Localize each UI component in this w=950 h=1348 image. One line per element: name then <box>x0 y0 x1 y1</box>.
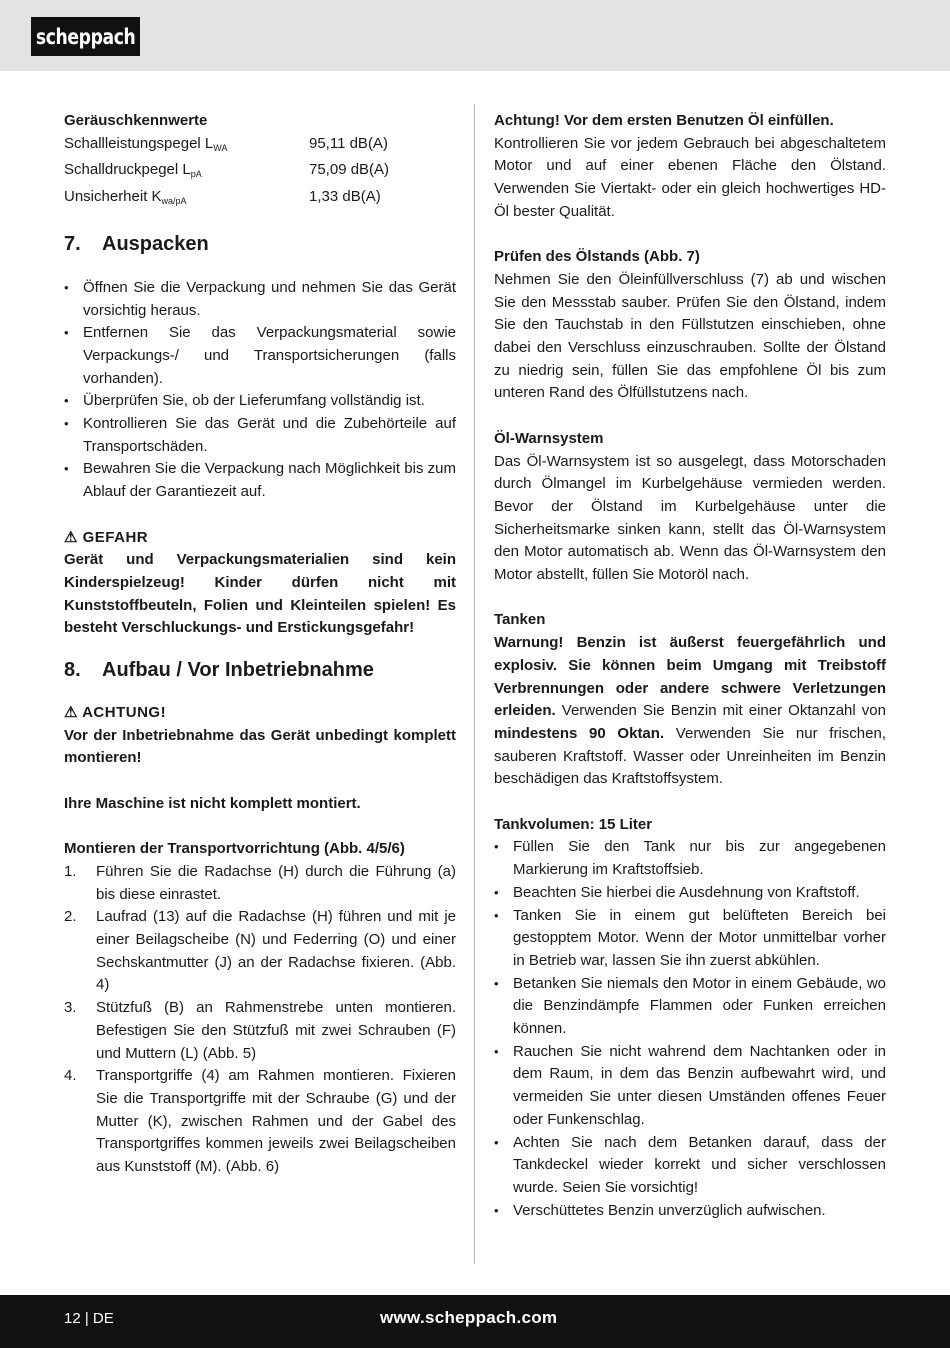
right-column <box>494 110 886 1222</box>
step-number: 4. <box>64 1067 77 1085</box>
oil-text: Kontrollieren Sie vor jedem Gebrauch bei abgeschaltetem Motor und auf einer ebenen Fläche den Ölstand. Verwenden Sie Viertakt- oder ein gleich hochwertiges HD-Öl bester Qualität. <box>494 134 886 220</box>
tank-list <box>494 836 886 1222</box>
noise-value: 1,33 dB(A) <box>309 188 381 206</box>
tank-volume-heading: Tankvolumen: 15 Liter <box>494 815 653 833</box>
mount-step <box>64 997 456 1065</box>
website-link[interactable]: www.scheppach.com <box>380 1308 558 1327</box>
octane-note: mindestens 90 Oktan. <box>494 724 665 742</box>
noise-table <box>64 133 456 213</box>
noise-row <box>64 159 456 186</box>
not-assembled-note: Ihre Maschine ist nicht komplett montiert. <box>64 794 361 812</box>
section-8-title: Aufbau / Vor Inbetriebnahme <box>102 659 374 682</box>
list-item: • Verschüttetes Benzin unverzüglich aufwischen. <box>494 1200 886 1223</box>
tank-heading: Tanken <box>494 611 546 629</box>
section-8-heading <box>64 657 456 683</box>
page-number: 12 | DE <box>64 1310 114 1327</box>
tank-text-1: Verwenden Sie Benzin mit einer Oktanzahl von <box>555 702 886 720</box>
left-column <box>64 110 456 1179</box>
section-8-number: 8. <box>64 659 81 682</box>
unpack-list <box>64 277 456 504</box>
mount-step <box>64 1065 456 1179</box>
danger-heading <box>64 527 456 550</box>
oil-heading: Achtung! Vor dem ersten Benutzen Öl einfüllen. <box>494 112 834 129</box>
brand-logo <box>31 17 140 56</box>
step-number: 3. <box>64 999 77 1017</box>
header-bar <box>0 0 950 71</box>
attention-text: Vor der Inbetriebnahme das Gerät unbedingt komplett montieren! <box>64 726 456 767</box>
tank-text <box>494 632 886 791</box>
list-item: • Beachten Sie hierbei die Ausdehnung von Kraftstoff. <box>494 882 886 905</box>
step-text: Stützfuß (B) an Rahmenstrebe unten montieren. Befestigen Sie den Stützfuß mit zwei Schrauben (F) und Muttern (L) (Abb. 5) <box>96 999 456 1062</box>
list-item: • Rauchen Sie nicht wahrend dem Nachtanken oder in dem Raum, in dem das Benzin aufbewahrt wird, und vermeiden Sie unter diesen Umständen offenes Feuer oder Funkenschlag. <box>494 1041 886 1132</box>
noise-label: Schalldruckpegel $L_{pA}$ <box>64 161 202 180</box>
check-heading: Prüfen des Ölstands (Abb. 7) <box>494 248 700 266</box>
tank-warning: Warnung! Benzin ist äußerst feuergefährlich und explosiv. Sie können beim Umgang mit Treibstoff Verbrennungen oder andere schwere Verletzungen erleiden. <box>494 634 886 720</box>
mount-title: Montieren der Transportvorrichtung (Abb. 4/5/6) <box>64 840 405 858</box>
mount-step <box>64 906 456 997</box>
step-text: Laufrad (13) auf die Radachse (H) führen und mit je einer Beilagscheibe (N) und Federring (O) und einer Sechskantmutter (J) an der Radachse fixieren. (Abb. 4) <box>96 908 456 994</box>
section-7-heading <box>64 231 456 257</box>
list-item: • Bewahren Sie die Verpackung nach Möglichkeit bis zum Ablauf der Garantiezeit auf. <box>64 458 456 503</box>
section-7-title: Auspacken <box>102 232 209 255</box>
noise-label: Unsicherheit $K_{wa/pA}$ <box>64 188 187 207</box>
mount-step <box>64 861 456 906</box>
list-item: • Füllen Sie den Tank nur bis zur angegebenen Markierung im Kraftstoffsieb. <box>494 836 886 881</box>
noise-label: Schallleistungspegel $L_{WA}$ <box>64 134 228 153</box>
attention-label: ACHTUNG! <box>82 704 167 722</box>
noise-value: 95,11 dB(A) <box>309 134 388 152</box>
list-item: • Achten Sie nach dem Betanken darauf, dass der Tankdeckel wieder korrekt und sicher verschlossen wurde. Seien Sie vorsichtig! <box>494 1132 886 1200</box>
column-divider <box>474 104 475 1264</box>
step-number: 1. <box>64 862 77 880</box>
list-item: • Öffnen Sie die Verpackung und nehmen Sie das Gerät vorsichtig heraus. <box>64 277 456 322</box>
oil-warning-text: Das Öl-Warnsystem ist so ausgelegt, dass Motorschaden durch Ölmangel im Kurbelgehäuse vermieden werden. Bevor der Ölstand im Kurbelgehäuse unter die Sicherheitsmarke sinken kann, stellt das Öl-Warnsystem den Motor automatisch ab. Wenn das Öl-Warnsystem den Motor abstellt, füllen Sie Motoröl nach. <box>494 452 886 584</box>
danger-text: Gerät und Verpackungsmaterialien sind kein Kinderspielzeug! Kinder dürfen nicht mit Kunststoffbeuteln, Folien und Kleinteilen spielen! Es besteht Verschluckungs- und Erstickungsgefahr! <box>64 551 456 637</box>
step-text: Transportgriffe (4) am Rahmen montieren. Fixieren Sie die Transportgriffe mit der Schraube (G) und der Mutter (K), zwischen Rahmen und der Gabel des Transportgriffes kommen jeweils zwei Beilagscheiben aus Kunststoff (M). (Abb. 6) <box>96 1067 456 1176</box>
mount-steps <box>64 861 456 1179</box>
list-item: • Tanken Sie in einem gut belüfteten Bereich bei gestopptem Motor. Wenn der Motor unmittelbar vorher in Betrieb war, lassen Sie ihn zuerst abkühlen. <box>494 905 886 973</box>
noise-row <box>64 186 456 213</box>
warning-triangle-icon: ⚠ <box>64 528 78 546</box>
danger-label: GEFAHR <box>82 528 149 546</box>
logo-text: scheppach <box>35 24 136 49</box>
noise-title: Geräuschkennwerte <box>64 112 208 129</box>
oil-warning-heading: Öl-Warnsystem <box>494 429 604 447</box>
list-item: • Kontrollieren Sie das Gerät und die Zubehörteile auf Transportschäden. <box>64 413 456 458</box>
attention-heading <box>64 702 456 725</box>
check-text: Nehmen Sie den Öleinfüllverschluss (7) ab und wischen Sie den Messstab sauber. Prüfen Sie den Ölstand, indem Sie den Tauchstab in den Füllstutzen einschieben, ohne dabei den Verschluss einzuschrauben. Sollte der Ölstand zu niedrig sein, füllen Sie das empfohlene Öl bis zum unteren Rand des Ölfüllstutzens nach. <box>494 270 886 402</box>
list-item: • Entfernen Sie das Verpackungsmaterial sowie Verpackungs-/ und Transportsicherungen (falls vorhanden). <box>64 322 456 390</box>
list-item: • Überprüfen Sie, ob der Lieferumfang vollständig ist. <box>64 390 456 413</box>
noise-value: 75,09 dB(A) <box>309 161 390 179</box>
footer-bar <box>0 1295 950 1348</box>
step-text: Führen Sie die Radachse (H) durch die Führung (a) bis diese einrastet. <box>96 862 456 903</box>
section-7-number: 7. <box>64 232 81 255</box>
list-item: • Betanken Sie niemals den Motor in einem Gebäude, wo die Benzindämpfe Flammen oder Funken erreichen können. <box>494 973 886 1041</box>
noise-row <box>64 133 456 160</box>
tank-text-2: Verwenden Sie nur frischen, sauberen Kraftstoff. Wasser oder Unreinheiten im Benzin beschädigen das Kraftstoffsystem. <box>494 724 886 788</box>
warning-triangle-icon: ⚠ <box>64 704 78 722</box>
step-number: 2. <box>64 908 77 926</box>
